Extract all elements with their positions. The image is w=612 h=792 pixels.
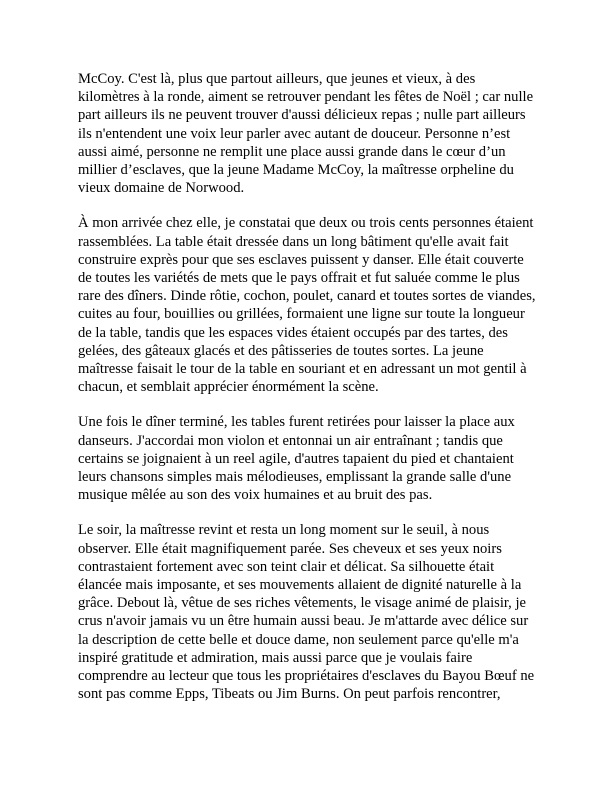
paragraph-4: Le soir, la maîtresse revint et resta un long moment sur le seuil, à nous observer. Elle était magnifiquement parée. Ses cheveux et ses yeux noirs contrastaient fortement avec son teint clair et délicat. Sa silhouette était élancée mais imposante, et ses mouvements allaient de dignité naturelle à la grâce. Debout là, vêtue de ses riches vêtements, le visage animé de plaisir, je crus n'avoir jamais vu un être humain aussi beau. Je m'attarde avec délice sur la description de cette belle et douce dame, non seulement parce qu'elle m'a inspiré gratitude et admiration, mais aussi parce que je voulais faire comprendre au lecteur que tous les propriétaires d'esclaves du Bayou Bœuf ne sont pas comme Epps, Tibeats ou Jim Burns. On peut parfois rencontrer, xyxy=(78,522,535,703)
paragraph-3: Une fois le dîner terminé, les tables furent retirées pour laisser la place aux danseurs. J'accordai mon violon et entonnai un air entraînant ; tandis que certains se joignaient à un reel agile, d'autres tapaient du pied et chantaient leurs chansons simples mais mélodieuses, emplissant la grande salle d'une musique mêlée au son des voix humaines et au bruit des pas. xyxy=(78,414,515,504)
paragraph-2: À mon arrivée chez elle, je constatai que deux ou trois cents personnes étaient rassemblées. La table était dressée dans un long bâtiment qu'elle avait fait construire exprès pour que ses esclaves puissent y danser. Elle était couverte de toutes les variétés de mets que le pays offrait et fut saluée comme le plus rare des dîners. Dinde rôtie, cochon, poulet, canard et toutes sortes de viandes, cuites au four, bouillies ou grillées, formaient une ligne sur toute la longueur de la table, tandis que les espaces vides étaient occupés par des tartes, des gelées, des gâteaux glacés et des pâtisseries de toutes sortes. La jeune maîtresse faisait le tour de la table en souriant et en adressant un mot gentil à chacun, et semblait apprécier énormément la scène. xyxy=(78,215,536,396)
document-page xyxy=(78,70,538,704)
paragraph-1: McCoy. C'est là, plus que partout ailleurs, que jeunes et vieux, à des kilomètres à la ronde, aiment se retrouver pendant les fêtes de Noël ; car nulle part ailleurs ils ne peuvent trouver d'aussi délicieux repas ; nulle part ailleurs ils n'entendent une voix leur parler avec autant de douceur. Personne n’est aussi aimé, personne ne remplit une place aussi grande dans le cœur d’un millier d’esclaves, que la jeune Madame McCoy, la maîtresse orpheline du vieux domaine de Norwood. xyxy=(78,71,534,197)
